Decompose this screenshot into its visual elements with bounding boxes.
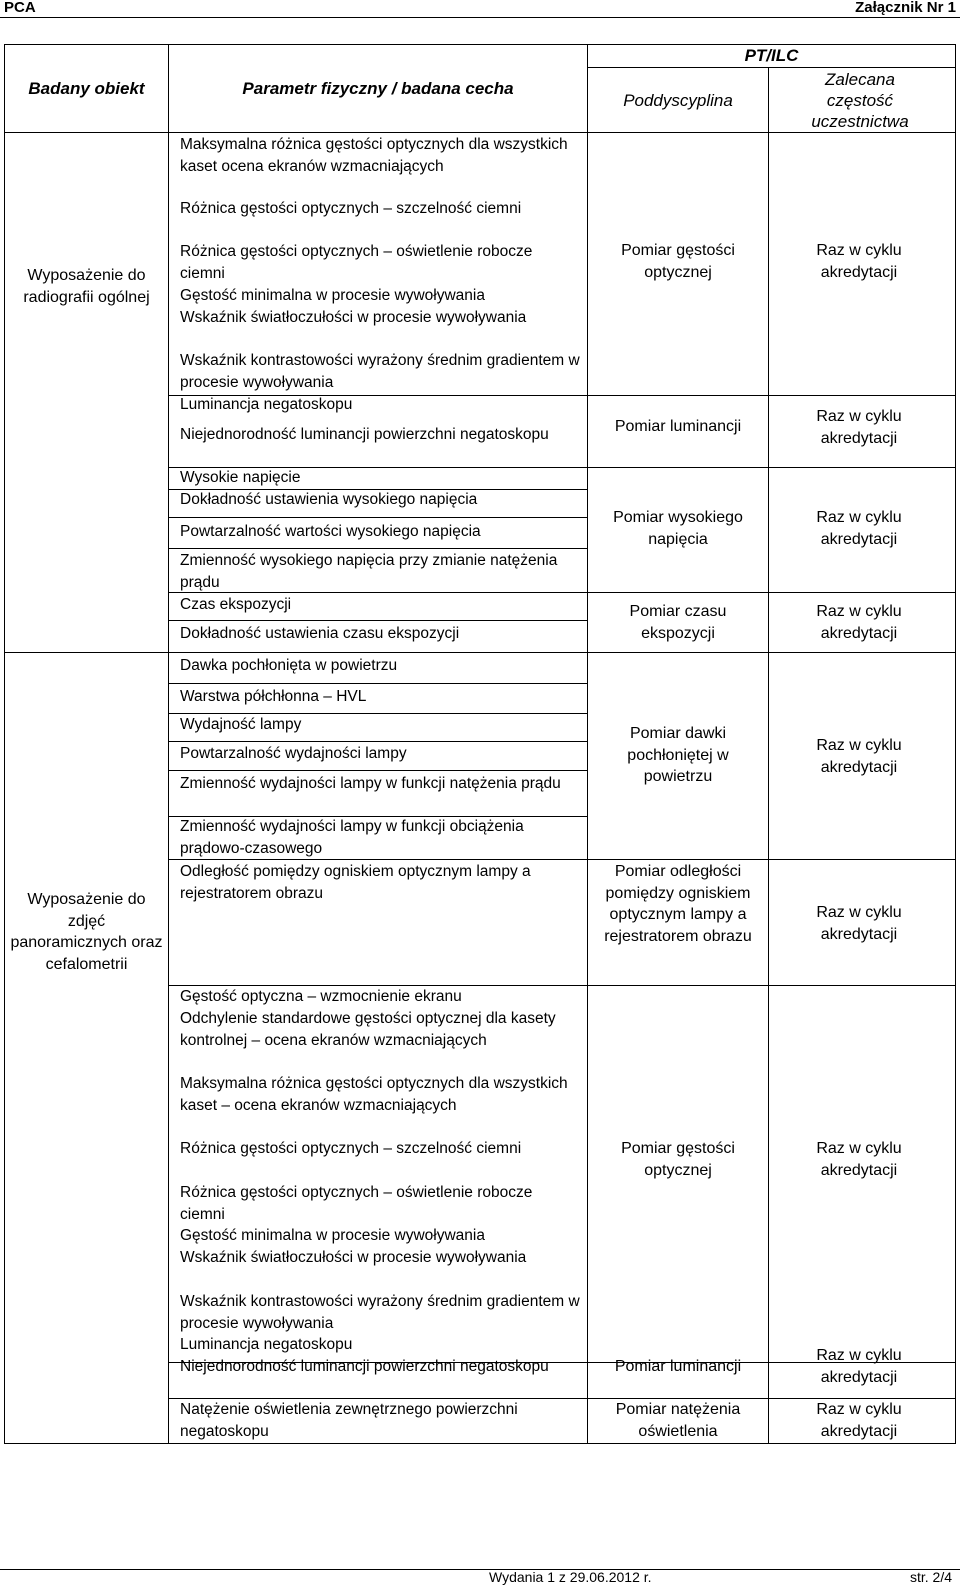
frequency-cell: Raz w cyklu akredytacji <box>816 904 902 943</box>
param-text: Różnica gęstości optycznych – oświetlenie robocze ciemni <box>180 243 533 282</box>
param-text: Wskaźnik światłoczułości w procesie wywoływania <box>180 309 527 326</box>
param-text: Wskaźnik kontrastowości wyrażony średnim gradientem w procesie wywoływania <box>180 1293 580 1332</box>
param-text: Maksymalna różnica gęstości optycznych dla wszystkich kaset ocena ekranów wzmacniających <box>180 136 568 175</box>
subdiscipline-cell: Pomiar dawki pochłoniętej w powietrzu <box>627 725 729 785</box>
row-divider <box>169 770 588 771</box>
ptilc-underline <box>587 67 956 68</box>
frequency-cell: Raz w cyklu akredytacji <box>816 1140 902 1179</box>
table-border-left <box>4 44 5 1444</box>
param-text: Luminancja negatoskopu <box>180 1336 353 1353</box>
object-panoramic-cephalometric: Wyposażenie do zdjęć panoramicznych oraz cefalometrii <box>10 891 163 973</box>
object-general-radiography: Wyposażenie do radiografii ogólnej <box>23 267 150 306</box>
param-text: Wysokie napięcie <box>180 469 301 486</box>
frequency-cell: Raz w cyklu akredytacji <box>816 1401 902 1440</box>
param-text: Maksymalna różnica gęstości optycznych dla wszystkich kaset – ocena ekranów wzmacniających <box>180 1075 568 1114</box>
subdiscipline-cell: Pomiar luminancji <box>614 1358 742 1375</box>
header-right: Załącznik Nr 1 <box>855 0 956 16</box>
param-text: Natężenie oświetlenia zewnętrznego powierzchni negatoskopu <box>180 1401 518 1440</box>
param-text: Różnica gęstości optycznych – oświetlenie robocze ciemni <box>180 1184 533 1223</box>
param-text: Niejednorodność luminancji powierzchni negatoskopu <box>180 1358 549 1375</box>
table-border-bottom <box>4 1443 956 1444</box>
row-divider <box>169 517 588 518</box>
subdiscipline-cell: Pomiar wysokiego napięcia <box>613 509 743 548</box>
col-header-object: Badany obiekt <box>28 79 145 98</box>
param-text: Gęstość minimalna w procesie wywoływania <box>180 1227 485 1244</box>
subdiscipline-cell: Pomiar natężenia oświetlenia <box>615 1401 741 1440</box>
param-text: Powtarzalność wartości wysokiego napięcia <box>180 523 481 540</box>
row-divider <box>169 859 956 860</box>
param-text: Zmienność wydajności lampy w funkcji natężenia prądu <box>180 775 561 792</box>
group-header-ptilc: PT/ILC <box>744 46 799 65</box>
col-header-frequency: Zalecana częstość uczestnictwa <box>811 70 909 131</box>
param-text: Odległość pomiędzy ogniskiem optycznym lampy a rejestratorem obrazu <box>180 863 531 902</box>
param-text: Dawka pochłonięta w powietrzu <box>180 657 398 674</box>
param-text: Odchylenie standardowe gęstości optycznej dla kasety kontrolnej – ocena ekranów wzmacniających <box>180 1010 556 1049</box>
col-divider-3 <box>768 67 769 1444</box>
table-border-right <box>955 44 956 1444</box>
row-divider <box>169 548 588 549</box>
param-text: Zmienność wysokiego napięcia przy zmianie natężenia prądu <box>180 552 558 591</box>
param-text: Niejednorodność luminancji powierzchni negatoskopu <box>180 426 549 443</box>
param-text: Powtarzalność wydajności lampy <box>180 745 407 762</box>
frequency-cell: Raz w cyklu akredytacji <box>816 242 902 281</box>
row-divider <box>169 683 588 684</box>
param-text: Luminancja negatoskopu <box>180 396 353 413</box>
param-text: Wydajność lampy <box>180 716 302 733</box>
param-text: Warstwa półchłonna – HVL <box>180 688 367 705</box>
frequency-cell: Raz w cyklu akredytacji <box>816 603 902 642</box>
subdiscipline-cell: Pomiar czasu ekspozycji <box>629 603 727 642</box>
header-bottom-line <box>4 132 956 133</box>
param-text: Różnica gęstości optycznych – szczelność ciemni <box>180 1140 522 1157</box>
frequency-cell: Raz w cyklu akredytacji <box>816 408 902 447</box>
subdiscipline-cell: Pomiar gęstości optycznej <box>621 242 735 281</box>
frequency-cell: Raz w cyklu akredytacji <box>816 509 902 548</box>
param-text: Różnica gęstości optycznych – szczelność ciemni <box>180 200 522 217</box>
footer-page-number: str. 2/4 <box>909 1569 952 1585</box>
param-text: Gęstość optyczna – wzmocnienie ekranu <box>180 988 462 1005</box>
col-header-subdiscipline: Poddyscyplina <box>623 91 733 110</box>
subdiscipline-cell: Pomiar odległości pomiędzy ogniskiem optycznym lampy a rejestratorem obrazu <box>604 863 752 945</box>
param-text: Zmienność wydajności lampy w funkcji obciążenia prądowo-czasowego <box>180 818 524 857</box>
col-divider-2 <box>587 44 588 1444</box>
row-divider <box>169 620 588 621</box>
param-text: Wskaźnik kontrastowości wyrażony średnim gradientem w procesie wywoływania <box>180 352 580 391</box>
param-text: Dokładność ustawienia czasu ekspozycji <box>180 625 460 642</box>
col-divider-1 <box>168 44 169 1444</box>
subdiscipline-cell: Pomiar luminancji <box>614 418 742 435</box>
param-text: Dokładność ustawienia wysokiego napięcia <box>180 491 478 508</box>
footer-edition: Wydania 1 z 29.06.2012 r. <box>489 1569 652 1585</box>
param-text: Czas ekspozycji <box>180 596 292 613</box>
frequency-cell: Raz w cyklu akredytacji <box>816 737 902 776</box>
param-text: Wskaźnik światłoczułości w procesie wywoływania <box>180 1249 527 1266</box>
section-divider <box>4 652 956 653</box>
subdiscipline-cell: Pomiar gęstości optycznej <box>621 1140 735 1179</box>
page-header <box>0 0 960 18</box>
page-footer <box>0 1569 960 1585</box>
frequency-cell: Raz w cyklu akredytacji <box>816 1347 902 1386</box>
row-divider <box>169 741 588 742</box>
col-header-parameter: Parametr fizyczny / badana cecha <box>242 79 514 98</box>
header-left: PCA <box>4 0 36 16</box>
param-text: Gęstość minimalna w procesie wywoływania <box>180 287 485 304</box>
